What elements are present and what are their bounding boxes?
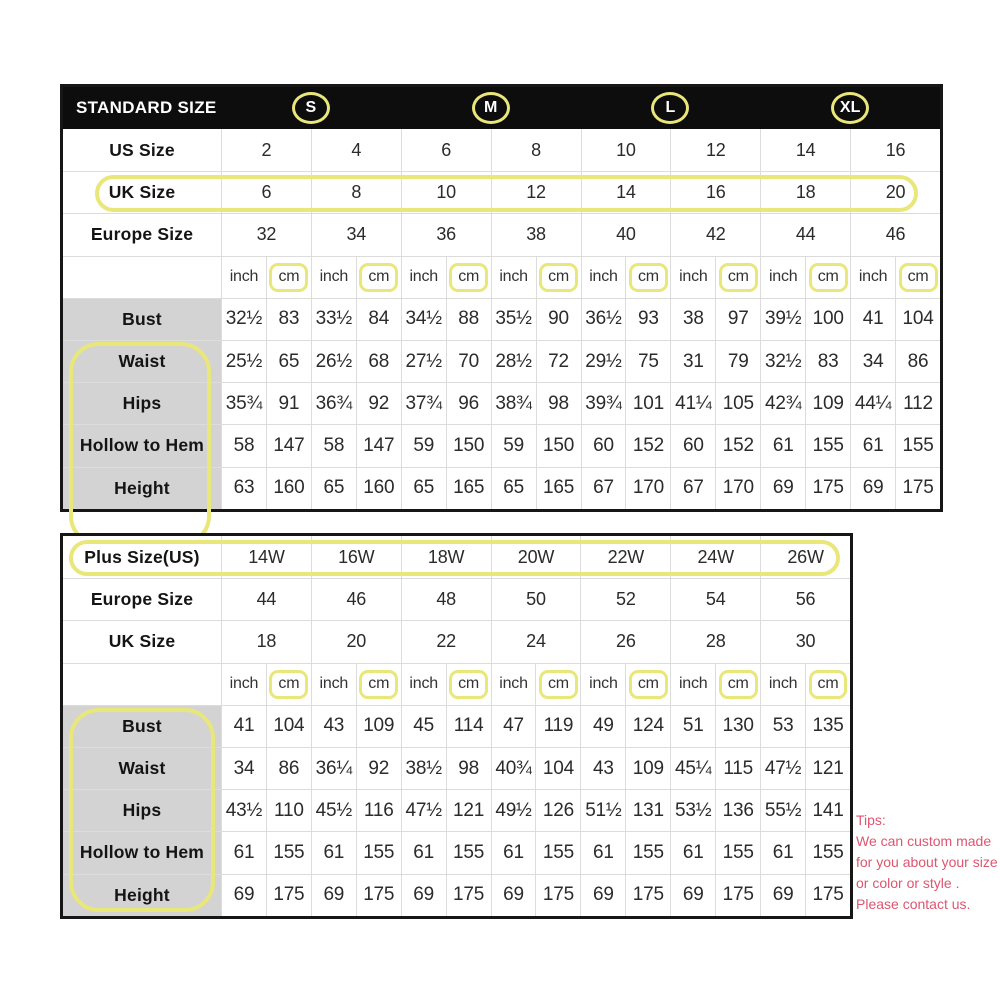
unit-inch-cell: inch	[670, 256, 715, 298]
size-group-circle-xl: XL	[831, 92, 869, 124]
measure-value-cell: 69	[760, 467, 805, 509]
plus-size-grid	[63, 536, 850, 916]
unit-inch-cell: inch	[670, 663, 715, 705]
measure-value-cell: 65	[311, 467, 356, 509]
tips-note	[856, 810, 1000, 915]
measure-value-cell: 61	[401, 831, 446, 873]
measure-value-cell: 155	[266, 831, 311, 873]
cm-highlight-badge: cm	[809, 670, 848, 699]
measure-value-cell: 116	[356, 789, 401, 831]
measure-value-cell: 51½	[580, 789, 625, 831]
measure-value-cell: 43	[311, 705, 356, 747]
measure-value-cell: 32½	[221, 298, 266, 340]
measure-value-cell: 147	[356, 424, 401, 466]
measure-value-cell: 36¾	[311, 382, 356, 424]
measure-row-label: Hollow to Hem	[63, 831, 221, 873]
cm-highlight-badge: cm	[719, 670, 758, 699]
cm-highlight-badge: cm	[539, 263, 578, 292]
size-value-cell: 4	[311, 129, 401, 171]
measure-value-cell: 155	[446, 831, 491, 873]
measure-value-cell: 115	[715, 747, 760, 789]
measure-value-cell: 69	[580, 874, 625, 916]
cm-highlight-badge: cm	[719, 263, 758, 292]
measure-value-cell: 165	[536, 467, 581, 509]
unit-inch-cell: inch	[401, 256, 446, 298]
measure-value-cell: 86	[266, 747, 311, 789]
measure-value-cell: 61	[580, 831, 625, 873]
measure-value-cell: 58	[311, 424, 356, 466]
measure-value-cell: 98	[536, 382, 581, 424]
measure-value-cell: 155	[625, 831, 670, 873]
cm-highlight-badge: cm	[629, 263, 668, 292]
cm-highlight-badge: cm	[359, 670, 398, 699]
size-value-cell: 42	[670, 213, 760, 255]
measure-value-cell: 110	[266, 789, 311, 831]
size-value-cell: 10	[581, 129, 671, 171]
measure-row-label: Waist	[63, 747, 221, 789]
measure-value-cell: 121	[446, 789, 491, 831]
size-group-slot	[581, 87, 761, 129]
measure-value-cell: 42¾	[760, 382, 805, 424]
measure-value-cell: 92	[356, 382, 401, 424]
measure-value-cell: 175	[895, 467, 940, 509]
measure-value-cell: 59	[401, 424, 446, 466]
row-label: UK Size	[63, 171, 221, 213]
measure-value-cell: 65	[491, 467, 536, 509]
measure-row-label: Hips	[63, 382, 221, 424]
measure-value-cell: 61	[760, 831, 805, 873]
size-value-cell: 8	[311, 171, 401, 213]
measure-value-cell: 112	[895, 382, 940, 424]
row-label: Europe Size	[63, 578, 221, 620]
measure-value-cell: 47½	[760, 747, 805, 789]
size-value-cell: 16	[850, 129, 940, 171]
measure-value-cell: 47½	[401, 789, 446, 831]
size-value-cell: 14W	[221, 536, 311, 578]
size-value-cell: 40	[581, 213, 671, 255]
measure-value-cell: 53	[760, 705, 805, 747]
measure-value-cell: 155	[895, 424, 940, 466]
measure-value-cell: 147	[266, 424, 311, 466]
measure-value-cell: 84	[356, 298, 401, 340]
size-value-cell: 22	[401, 620, 491, 662]
measure-value-cell: 60	[581, 424, 626, 466]
size-value-cell: 30	[760, 620, 850, 662]
measure-value-cell: 155	[805, 831, 850, 873]
size-value-cell: 16	[670, 171, 760, 213]
measure-value-cell: 61	[760, 424, 805, 466]
measure-value-cell: 175	[356, 874, 401, 916]
measure-value-cell: 51	[670, 705, 715, 747]
size-value-cell: 28	[670, 620, 760, 662]
unit-inch-cell: inch	[850, 256, 895, 298]
measure-value-cell: 155	[715, 831, 760, 873]
size-group-slot	[760, 87, 940, 129]
measure-value-cell: 25½	[221, 340, 266, 382]
measure-value-cell: 92	[356, 747, 401, 789]
size-value-cell: 32	[221, 213, 311, 255]
size-value-cell: 14	[760, 129, 850, 171]
measure-value-cell: 32½	[760, 340, 805, 382]
size-value-cell: 36	[401, 213, 491, 255]
measure-value-cell: 101	[625, 382, 670, 424]
unit-cm-cell	[535, 663, 580, 705]
unit-cm-cell	[625, 663, 670, 705]
size-value-cell: 16W	[311, 536, 401, 578]
size-group-slot	[221, 87, 401, 129]
size-group-row	[221, 87, 940, 129]
unit-inch-cell: inch	[311, 663, 356, 705]
measure-value-cell: 47	[491, 705, 536, 747]
unit-inch-cell: inch	[401, 663, 446, 705]
measure-value-cell: 130	[715, 705, 760, 747]
measure-value-cell: 90	[536, 298, 581, 340]
measure-value-cell: 175	[805, 874, 850, 916]
unit-cm-cell	[715, 256, 760, 298]
measure-value-cell: 45½	[311, 789, 356, 831]
measure-value-cell: 59	[491, 424, 536, 466]
measure-value-cell: 160	[266, 467, 311, 509]
cm-highlight-badge: cm	[449, 263, 488, 292]
measure-value-cell: 53½	[670, 789, 715, 831]
measure-value-cell: 175	[805, 467, 850, 509]
measure-value-cell: 86	[895, 340, 940, 382]
cm-highlight-badge: cm	[629, 670, 668, 699]
measure-value-cell: 43	[580, 747, 625, 789]
row-label: UK Size	[63, 620, 221, 662]
measure-value-cell: 72	[536, 340, 581, 382]
size-value-cell: 6	[401, 129, 491, 171]
measure-value-cell: 27½	[401, 340, 446, 382]
measure-value-cell: 45	[401, 705, 446, 747]
size-value-cell: 34	[311, 213, 401, 255]
measure-value-cell: 69	[850, 467, 895, 509]
size-value-cell: 48	[401, 578, 491, 620]
cm-highlight-badge: cm	[359, 263, 398, 292]
unit-inch-cell: inch	[760, 663, 805, 705]
cm-highlight-badge: cm	[449, 670, 488, 699]
size-value-cell: 26W	[760, 536, 850, 578]
measure-value-cell: 69	[760, 874, 805, 916]
standard-size-table	[60, 84, 943, 512]
measure-value-cell: 61	[850, 424, 895, 466]
unit-cm-cell	[266, 256, 311, 298]
unit-inch-cell: inch	[491, 256, 536, 298]
measure-value-cell: 121	[805, 747, 850, 789]
size-value-cell: 20W	[491, 536, 581, 578]
measure-value-cell: 88	[446, 298, 491, 340]
measure-value-cell: 175	[715, 874, 760, 916]
measure-value-cell: 93	[625, 298, 670, 340]
measure-value-cell: 98	[446, 747, 491, 789]
unit-cm-cell	[805, 663, 850, 705]
cm-highlight-badge: cm	[269, 670, 308, 699]
measure-row-label: Hips	[63, 789, 221, 831]
measure-value-cell: 105	[715, 382, 760, 424]
row-label: US Size	[109, 139, 175, 160]
unit-cm-cell	[536, 256, 581, 298]
size-value-cell: 24W	[670, 536, 760, 578]
size-value-cell: 46	[850, 213, 940, 255]
measure-value-cell: 60	[670, 424, 715, 466]
unit-inch-cell: inch	[221, 663, 266, 705]
size-value-cell: 44	[221, 578, 311, 620]
measure-value-cell: 83	[805, 340, 850, 382]
cm-highlight-badge: cm	[539, 670, 578, 699]
measure-row-label: Hollow to Hem	[63, 424, 221, 466]
measure-value-cell: 44¼	[850, 382, 895, 424]
tips-line: for you about your size	[856, 854, 998, 870]
unit-cm-cell	[715, 663, 760, 705]
size-group-circle-s: S	[292, 92, 330, 124]
measure-value-cell: 33½	[311, 298, 356, 340]
measure-value-cell: 65	[266, 340, 311, 382]
cm-highlight-badge: cm	[809, 263, 848, 292]
measure-value-cell: 83	[266, 298, 311, 340]
measure-value-cell: 96	[446, 382, 491, 424]
standard-size-header-bar	[63, 87, 940, 129]
measure-value-cell: 79	[715, 340, 760, 382]
row-label: Plus Size(US)	[84, 546, 200, 567]
measure-value-cell: 97	[715, 298, 760, 340]
measure-value-cell: 175	[625, 874, 670, 916]
measure-value-cell: 150	[446, 424, 491, 466]
measure-value-cell: 135	[805, 705, 850, 747]
measure-value-cell: 67	[670, 467, 715, 509]
tips-line: or color or style .	[856, 875, 960, 891]
measure-value-cell: 109	[625, 747, 670, 789]
measure-value-cell: 58	[221, 424, 266, 466]
measure-value-cell: 141	[805, 789, 850, 831]
measure-value-cell: 40¾	[491, 747, 536, 789]
measure-value-cell: 104	[895, 298, 940, 340]
measure-value-cell: 34½	[401, 298, 446, 340]
measure-value-cell: 75	[625, 340, 670, 382]
measure-value-cell: 34	[850, 340, 895, 382]
measure-value-cell: 100	[805, 298, 850, 340]
size-value-cell: 50	[491, 578, 581, 620]
measure-value-cell: 104	[535, 747, 580, 789]
size-value-cell: 24	[491, 620, 581, 662]
cm-highlight-badge: cm	[899, 263, 938, 292]
measure-value-cell: 70	[446, 340, 491, 382]
measure-row-label: Height	[63, 467, 221, 509]
measure-value-cell: 155	[535, 831, 580, 873]
size-value-cell: 38	[491, 213, 581, 255]
measure-value-cell: 170	[715, 467, 760, 509]
size-value-cell: 44	[760, 213, 850, 255]
measure-row-label: Bust	[63, 298, 221, 340]
size-value-cell: 20	[311, 620, 401, 662]
measure-value-cell: 41	[221, 705, 266, 747]
measure-value-cell: 61	[311, 831, 356, 873]
size-value-cell: 22W	[580, 536, 670, 578]
measure-value-cell: 35½	[491, 298, 536, 340]
size-value-cell: 14	[581, 171, 671, 213]
measure-value-cell: 61	[670, 831, 715, 873]
measure-value-cell: 45¼	[670, 747, 715, 789]
measure-value-cell: 91	[266, 382, 311, 424]
measure-value-cell: 69	[670, 874, 715, 916]
measure-value-cell: 31	[670, 340, 715, 382]
measure-value-cell: 38	[670, 298, 715, 340]
measure-value-cell: 69	[311, 874, 356, 916]
tips-line: Please contact us.	[856, 896, 971, 912]
unit-cm-cell	[446, 663, 491, 705]
measure-value-cell: 26½	[311, 340, 356, 382]
measure-value-cell: 104	[266, 705, 311, 747]
measure-value-cell: 38¾	[491, 382, 536, 424]
measure-value-cell: 155	[805, 424, 850, 466]
measure-value-cell: 34	[221, 747, 266, 789]
size-value-cell: 18W	[401, 536, 491, 578]
unit-inch-cell: inch	[760, 256, 805, 298]
size-value-cell: 26	[580, 620, 670, 662]
measure-value-cell: 124	[625, 705, 670, 747]
measure-row-label: Height	[63, 874, 221, 916]
measure-value-cell: 49½	[491, 789, 536, 831]
standard-size-grid	[63, 129, 940, 509]
size-value-cell: 56	[760, 578, 850, 620]
measure-value-cell: 29½	[581, 340, 626, 382]
size-value-cell: 18	[221, 620, 311, 662]
measure-value-cell: 37¾	[401, 382, 446, 424]
unit-cm-cell	[356, 256, 401, 298]
measure-value-cell: 175	[446, 874, 491, 916]
measure-value-cell: 49	[580, 705, 625, 747]
measure-value-cell: 126	[535, 789, 580, 831]
measure-value-cell: 150	[536, 424, 581, 466]
size-value-cell: 46	[311, 578, 401, 620]
unit-inch-cell: inch	[491, 663, 536, 705]
measure-value-cell: 39¾	[581, 382, 626, 424]
size-value-cell: 12	[670, 129, 760, 171]
measure-value-cell: 36¼	[311, 747, 356, 789]
unit-cm-cell	[805, 256, 850, 298]
measure-value-cell: 36½	[581, 298, 626, 340]
size-value-cell: 54	[670, 578, 760, 620]
measure-value-cell: 114	[446, 705, 491, 747]
measure-row-label: Bust	[63, 705, 221, 747]
measure-value-cell: 55½	[760, 789, 805, 831]
measure-value-cell: 160	[356, 467, 401, 509]
size-group-circle-m: M	[472, 92, 510, 124]
standard-size-title: STANDARD SIZE	[76, 98, 217, 117]
plus-size-table	[60, 533, 853, 919]
size-value-cell: 20	[850, 171, 940, 213]
measure-value-cell: 119	[535, 705, 580, 747]
unit-cm-cell	[356, 663, 401, 705]
size-group-slot	[401, 87, 581, 129]
measure-value-cell: 175	[266, 874, 311, 916]
unit-inch-cell: inch	[581, 256, 626, 298]
size-value-cell: 2	[221, 129, 311, 171]
tips-line: We can custom made	[856, 833, 992, 849]
measure-value-cell: 63	[221, 467, 266, 509]
size-value-cell: 10	[401, 171, 491, 213]
measure-value-cell: 65	[401, 467, 446, 509]
unit-inch-cell: inch	[311, 256, 356, 298]
unit-cm-cell	[266, 663, 311, 705]
unit-cm-cell	[446, 256, 491, 298]
measure-value-cell: 170	[625, 467, 670, 509]
measure-value-cell: 69	[401, 874, 446, 916]
row-label: Europe Size	[63, 213, 221, 255]
size-value-cell: 12	[491, 171, 581, 213]
unit-row-label	[63, 256, 221, 298]
measure-value-cell: 131	[625, 789, 670, 831]
size-value-cell: 18	[760, 171, 850, 213]
unit-cm-cell	[625, 256, 670, 298]
measure-value-cell: 109	[805, 382, 850, 424]
size-value-cell: 6	[221, 171, 311, 213]
measure-value-cell: 35¾	[221, 382, 266, 424]
measure-row-label: Waist	[63, 340, 221, 382]
measure-value-cell: 38½	[401, 747, 446, 789]
tips-title: Tips:	[856, 812, 886, 828]
unit-inch-cell: inch	[580, 663, 625, 705]
measure-value-cell: 175	[535, 874, 580, 916]
size-value-cell: 8	[491, 129, 581, 171]
measure-value-cell: 61	[491, 831, 536, 873]
measure-value-cell: 152	[625, 424, 670, 466]
unit-cm-cell	[895, 256, 940, 298]
size-group-circle-l: L	[651, 92, 689, 124]
measure-value-cell: 155	[356, 831, 401, 873]
cm-highlight-badge: cm	[269, 263, 308, 292]
measure-value-cell: 165	[446, 467, 491, 509]
measure-value-cell: 61	[221, 831, 266, 873]
unit-inch-cell: inch	[221, 256, 266, 298]
measure-value-cell: 67	[581, 467, 626, 509]
size-value-cell: 52	[580, 578, 670, 620]
measure-value-cell: 136	[715, 789, 760, 831]
measure-value-cell: 28½	[491, 340, 536, 382]
measure-value-cell: 68	[356, 340, 401, 382]
measure-value-cell: 41¼	[670, 382, 715, 424]
unit-row-label	[63, 663, 221, 705]
measure-value-cell: 43½	[221, 789, 266, 831]
measure-value-cell: 109	[356, 705, 401, 747]
measure-value-cell: 69	[221, 874, 266, 916]
measure-value-cell: 152	[715, 424, 760, 466]
measure-value-cell: 41	[850, 298, 895, 340]
measure-value-cell: 69	[491, 874, 536, 916]
measure-value-cell: 39½	[760, 298, 805, 340]
